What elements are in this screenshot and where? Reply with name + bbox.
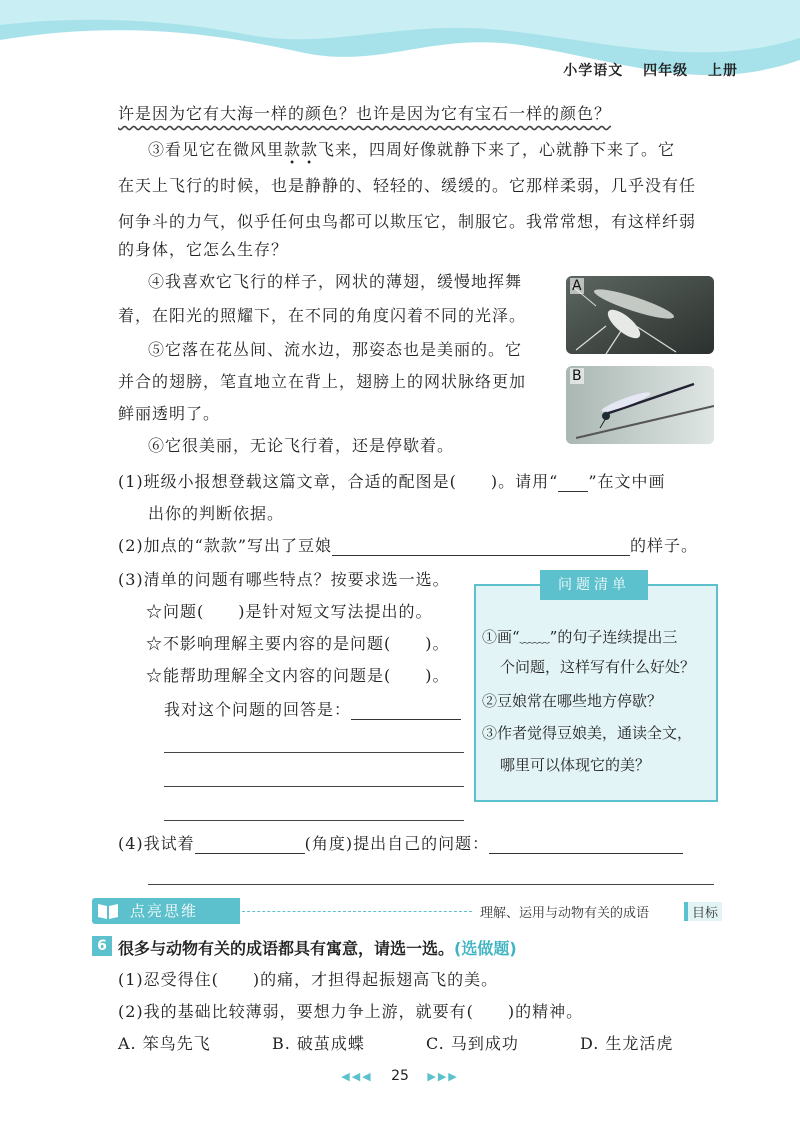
question-6-prompt <box>118 936 517 959</box>
damselfly-image <box>566 366 714 444</box>
mosquito-image <box>566 276 714 354</box>
passage-line <box>148 140 675 160</box>
section-goal-badge: 目标 <box>684 902 722 921</box>
question-3-statement: ☆问题( )是针对短文写法提出的。 <box>146 602 433 621</box>
passage-line: 的身体，它怎么生存？ <box>118 240 289 259</box>
question-text: 很多与动物有关的成语都具有寓意，请选一选。 <box>118 939 455 958</box>
optional-tag: (选做题) <box>454 939 517 958</box>
question-text: (1)班级小报想登载这篇文章，合适的配图是( )。请用“ <box>118 472 559 491</box>
passage-line: 在天上飞行的时候，也是静静的、轻轻的、缓缓的。它那样柔弱，几乎没有任 <box>118 176 697 195</box>
passage-line: ⑥它很美丽，无论飞行着，还是停歇着。 <box>148 436 455 455</box>
page-number: 25 <box>391 1068 409 1084</box>
answer-line[interactable] <box>164 820 464 821</box>
page-header <box>549 60 738 80</box>
question-text: (4)我试着 <box>118 834 195 853</box>
option[interactable]: A. 笨鸟先飞 <box>118 1034 211 1053</box>
question-3-statement: ☆能帮助理解全文内容的问题是( )。 <box>146 666 450 685</box>
checklist-item: 个问题，这样写有什么好处？ <box>500 658 696 676</box>
checklist-title: 问题清单 <box>540 570 648 600</box>
question-text: 的样子。 <box>630 536 699 555</box>
checklist-item: ②豆娘常在哪些地方停歇？ <box>482 692 663 710</box>
answer-blank[interactable] <box>332 539 630 556</box>
question-3-answer-label <box>164 700 461 720</box>
answer-blank[interactable] <box>195 837 305 854</box>
checklist-item: ③作者觉得豆娘美，通读全文， <box>482 724 693 742</box>
question-6-sub: (1)忍受得住( )的痛，才担得起振翅高飞的美。 <box>118 970 499 989</box>
question-6-sub: (2)我的基础比较薄弱，要想力争上游，就要有( )的精神。 <box>118 1002 584 1021</box>
question-1-cont: 出你的判断依据。 <box>148 504 285 523</box>
answer-blank[interactable] <box>558 475 588 492</box>
dotted-char: 款 <box>284 140 302 159</box>
question-number-badge: 6 <box>92 936 112 956</box>
section-divider <box>232 911 472 912</box>
passage-text: 飞来，四周好像就静下来了，心就静下来了。它 <box>318 140 676 159</box>
passage-line: 鲜丽透明了。 <box>118 404 221 423</box>
passage-line: 并合的翅膀，笔直地立在背上，翅膀上的网状脉络更加 <box>118 372 527 391</box>
passage-line: 着，在阳光的照耀下，在不同的角度闪着不同的光泽。 <box>118 306 527 325</box>
question-text: 我对这个问题的回答是： <box>164 700 352 719</box>
question-3-statement: ☆不影响理解主要内容的是问题( )。 <box>146 634 450 653</box>
question-2 <box>118 536 698 556</box>
checklist-item: ①画“﹏﹏”的句子连续提出三 <box>482 628 678 646</box>
answer-blank[interactable] <box>351 703 461 720</box>
answer-line[interactable] <box>164 752 464 753</box>
option[interactable]: D. 生龙活虎 <box>580 1034 674 1053</box>
question-text: (角度)提出自己的问题： <box>304 834 490 853</box>
header-subject: 小学语文 <box>563 63 624 79</box>
next-arrows-icon: ▶▶▶ <box>427 1070 459 1083</box>
photo-label: A <box>572 278 582 294</box>
photo-b <box>566 366 714 444</box>
passage-line: 许是因为它有大海一样的颜色？也许是因为它有宝石一样的颜色？ <box>118 104 612 123</box>
header-wave <box>0 0 800 100</box>
page-footer <box>0 1068 800 1084</box>
question-1 <box>118 472 666 492</box>
passage-text: ③看见它在微风里 <box>148 140 285 159</box>
photo-a <box>566 276 714 354</box>
photo-label: B <box>572 368 582 384</box>
answer-line[interactable] <box>148 884 714 885</box>
question-text: ”在文中画 <box>588 472 666 491</box>
passage-line: 何争斗的力气，似乎任何虫鸟都可以欺压它，制服它。我常常想，有这样纤弱 <box>118 212 697 231</box>
section-label: 点亮思维 <box>120 898 240 924</box>
option[interactable]: B. 破茧成蝶 <box>272 1034 365 1053</box>
answer-blank[interactable] <box>489 837 683 854</box>
prev-arrows-icon: ◀◀◀ <box>341 1070 373 1083</box>
question-3: (3)清单的问题有哪些特点？按要求选一选。 <box>118 570 450 589</box>
passage-line: ④我喜欢它飞行的样子，网状的薄翅，缓慢地挥舞 <box>148 272 523 291</box>
header-volume: 上册 <box>708 63 738 79</box>
section-goal-text: 理解、运用与动物有关的成语 <box>480 906 650 921</box>
checklist-item: 哪里可以体现它的美？ <box>500 756 651 774</box>
header-grade: 四年级 <box>643 63 689 79</box>
dotted-char: 款 <box>301 140 319 159</box>
answer-line[interactable] <box>164 786 464 787</box>
passage-line: ⑤它落在花丛间、流水边，那姿态也是美丽的。它 <box>148 340 523 359</box>
question-text: (2)加点的“款款”写出了豆娘 <box>118 536 333 555</box>
question-4 <box>118 834 683 854</box>
option[interactable]: C. 马到成功 <box>426 1034 519 1053</box>
